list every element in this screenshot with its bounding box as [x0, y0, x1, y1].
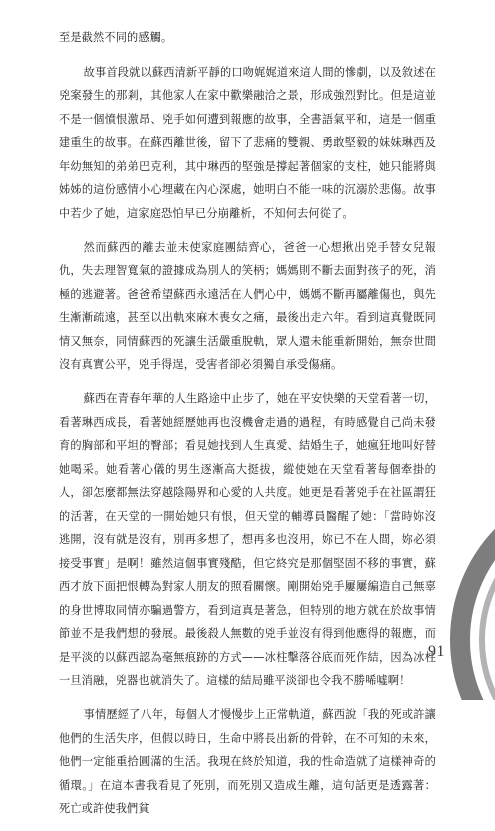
paragraph-story-opening: 故事首段就以蘇西清新平靜的口吻娓娓道來這人間的慘劇，以及敘述在兇案發生的那剎，其他家人在家中歡樂融洽之景，形成強烈對比。但是這並不是一個憤恨激昂、兇手如何遭到報應的故事，全書語氣平和，這是一個重建重生的故事。在蘇西離世後，留下了悲痛的雙親、勇敢堅毅的妹妹琳西及年幼無知的弟弟巴克利，其中琳西的堅強是撐起著個家的支柱，她只能將與姊姊的這份感情小心埋藏在內心深處，她明白不能一味的沉溺於悲傷。故事中若少了她，這家庭恐怕早已分崩離析，不知何去何從了。 — [59, 65, 436, 220]
page-number: 91 — [428, 643, 445, 660]
decorative-arc-inner — [482, 512, 495, 700]
paragraph-eight-years-later: 事情歷經了八年，每個人才慢慢步上正常軌道，蘇西說「我的死或許讓他們的生活失序，但假以時日，生命中將長出新的骨幹，在不可知的未來，他們一定能重拾圓滿的生活。我現在終於知道，我的性命造就了這樣神奇的循環。」在這本書我看見了死別，而死別又造成生離，這句話更是透露著：死亡或許使我們貧 — [59, 708, 436, 815]
body-text — [59, 26, 436, 831]
paragraph-family-reaction: 然而蘇西的離去並未使家庭團結齊心，爸爸一心想揪出兇手替女兒報仇，失去理智寬氣的證據成為別人的笑柄；媽媽則不斷去面對孩子的死，消極的逃避著。爸爸希望蘇西永遠活在人們心中，媽媽不斷再屬離傷也，與先生漸漸疏遠，甚至以出軌來麻木喪女之痛，最後出走六年。看到這真覺既同情又無奈，同情蘇西的死讓生活嚴重脫軌，眾人還未能重新開始，無奈世間沒有真實公平，兇手得逞，受害者卻必須獨自承受傷痛。 — [59, 240, 436, 371]
paragraph-susie-heaven: 蘇西在青春年華的人生路途中止步了，她在平安快樂的天堂看著一切，看著琳西成長，看著她經歷她再也沒機會走過的過程，有時感覺自己尚未發育的胸部和平坦的臀部；看見她找到人生真愛、結婚生子，她瘋狂地叫好替她喝采。她看著心儀的男生逐漸高大挺拔，縱使她在天堂看著每個牽掛的人，卻怎麼都無法穿越陰陽界和心愛的人共度。她更是看著兇手在社區謂狂的活著，在天堂的一開始她只有恨，但天堂的輔導員醫醒了她：「當時妳沒逃開，沒有就是沒有，別再多想了，想再多也沒用，妳已不在人間，妳必須接受事實」是啊！雖然這個事實殘酷，但它終究是那個堅固不移的事實，蘇西才放下面把恨轉為對家人朋友的照看關懷。剛開始兇手屢屢編造自己無辜的身世博取同情亦騙過警方，看到這真是著急，但特別的地方就在於故事情節並不是我們想的發展。最後殺人無數的兇手並沒有得到他應得的報應，而是平淡的以蘇西認為毫無痕跡的方式——冰柱擊落谷底而死作結，因為冰柱一旦消融，兇器也就消失了。這樣的結局雖平淡卻也令我不勝唏噓啊！ — [59, 392, 436, 687]
decorative-arc-outer — [460, 490, 495, 700]
paragraph-continued: 至是截然不同的感觸。 — [59, 31, 173, 44]
